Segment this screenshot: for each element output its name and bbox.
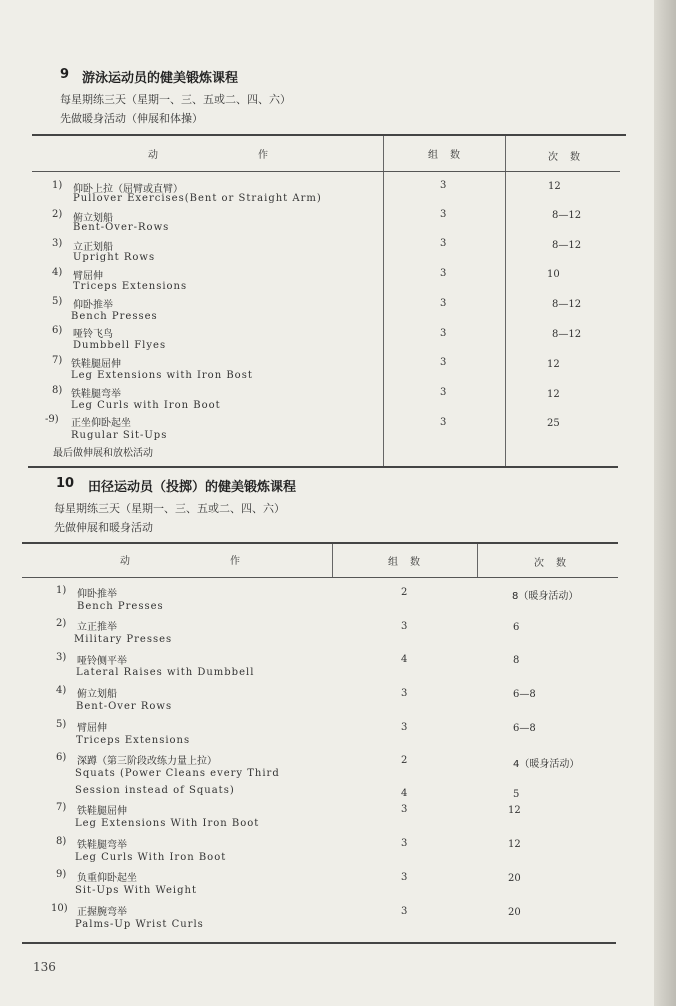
row-number: 8) [52,385,63,396]
sets-value: 3 [401,838,408,849]
page-edge [654,0,676,1006]
reps-value-alt: 5 [513,789,520,800]
reps-value: 25 [547,418,560,429]
reps-value: 8—12 [552,299,582,310]
exercise-cn: 仰卧上拉（屈臂或直臂） [73,184,183,195]
exercise-en: Pullover Exercises(Bent or Straight Arm) [73,193,322,204]
row-number: 1) [52,180,63,191]
reps-value: 8—12 [552,210,582,221]
section9-footer-note: 最后做伸展和放松活动 [53,448,153,459]
exercise-cn: 铁鞋腿弯举 [77,840,127,851]
section10-col-divider-1 [332,544,333,577]
sets-value: 3 [401,906,408,917]
sets-value: 3 [440,387,447,398]
row-number: 10) [51,903,68,914]
section10-title: 田径运动员（投掷）的健美锻炼课程 [88,480,297,495]
section10-header-action-1: 动 [120,556,131,567]
exercise-en: Lateral Raises with Dumbbell [76,667,255,678]
exercise-cn: 负重仰卧起坐 [77,873,137,884]
section9-header-reps: 次 数 [548,152,581,163]
section10-col-divider-2 [477,544,478,577]
reps-value: 12 [547,389,560,400]
exercise-en: Bent-Over Rows [76,701,173,712]
section9-header-sets: 组 数 [428,150,461,161]
sets-value: 3 [440,180,447,191]
row-number: 6) [52,325,63,336]
section10-header-rule [22,577,618,578]
exercise-en: Bench Presses [71,311,158,322]
exercise-cn: 哑铃侧平举 [77,656,127,667]
section9-title: 游泳运动员的健美锻炼课程 [82,71,239,86]
sets-value-alt: 4 [401,788,408,799]
exercise-cn: 仰卧推举 [73,300,113,311]
exercise-en: Dumbbell Flyes [73,340,167,351]
sets-value: 4 [401,654,408,665]
row-number: 6) [56,752,67,763]
sets-value: 3 [440,238,447,249]
exercise-cn: 臂屈伸 [73,271,103,282]
section9-header-action-2: 作 [258,150,269,161]
exercise-en: Bench Presses [77,601,164,612]
exercise-en: Squats (Power Cleans every Third [75,768,280,779]
row-number: 7) [52,355,63,366]
sets-value: 3 [440,298,447,309]
reps-value: 6 [513,622,520,633]
reps-value: 12 [548,181,561,192]
section9-table-top-rule [32,134,626,136]
exercise-cn: 哑铃飞鸟 [73,329,113,340]
row-number: 9) [56,869,67,880]
sets-value: 3 [440,417,447,428]
exercise-en: Triceps Extensions [76,735,191,746]
exercise-cn: 正坐仰卧起坐 [71,418,131,429]
exercise-cn: 深蹲（第三阶段改练力量上拉） [77,756,217,767]
reps-value: 8—12 [552,240,582,251]
row-number: 4) [52,267,63,278]
reps-value: 12 [508,839,521,850]
sets-value: 3 [401,804,408,815]
sets-value: 3 [440,268,447,279]
sets-value: 3 [440,328,447,339]
row-number: 3) [52,238,63,249]
sets-value: 3 [440,357,447,368]
section10-number: 10 [56,476,75,491]
reps-value: 12 [547,359,560,370]
reps-value: 4（暖身活动） [513,759,580,770]
exercise-cn: 臂屈伸 [77,723,107,734]
section10-table-top-rule [22,542,618,544]
row-number: 2) [52,209,63,220]
exercise-cn: 立正推举 [77,622,117,633]
exercise-en-continued: Session instead of Squats) [75,785,235,796]
section10-table-bottom-rule [22,942,616,944]
exercise-cn: 正握腕弯举 [77,907,127,918]
row-number: 8) [56,836,67,847]
row-number: 1) [56,585,67,596]
exercise-en: Sit-Ups With Weight [75,885,197,896]
section9-col-divider-1 [383,136,384,466]
exercise-cn: 仰卧推举 [77,589,117,600]
section10-header-sets: 组 数 [388,557,421,568]
exercise-en: Rugular Sit-Ups [71,430,168,441]
exercise-cn: 铁鞋腿屈伸 [71,359,121,370]
exercise-en: Leg Extensions With Iron Boot [75,818,260,829]
sets-value: 3 [401,621,408,632]
sets-value: 2 [401,755,408,766]
reps-value: 6—8 [513,723,536,734]
reps-value: 10 [547,269,560,280]
row-number: 4) [56,685,67,696]
reps-value: 20 [508,907,521,918]
exercise-cn: 铁鞋腿屈伸 [77,806,127,817]
reps-value: 8 [513,655,520,666]
exercise-en: Leg Extensions with Iron Bost [71,370,253,381]
section10-header-reps: 次 数 [534,558,567,569]
section9-warmup: 先做暖身活动（伸展和体操） [60,112,203,125]
section9-number: 9 [60,67,70,82]
row-number: 5) [52,296,63,307]
exercise-en: Bent-Over-Rows [73,222,170,233]
section10-schedule: 每星期练三天（星期一、三、五或二、四、六） [54,502,285,515]
reps-value: 8—12 [552,329,582,340]
sets-value: 3 [401,688,408,699]
exercise-en: Military Presses [74,634,173,645]
row-number: 3) [56,652,67,663]
reps-value: 12 [508,805,521,816]
section9-col-divider-2 [505,136,506,466]
exercise-en: Leg Curls With Iron Boot [75,852,227,863]
row-number: 7) [56,802,67,813]
exercise-cn: 俯立划船 [73,213,113,224]
section9-table-bottom-rule [28,466,618,468]
reps-value: 20 [508,873,521,884]
section9-schedule: 每星期练三天（星期一、三、五或二、四、六） [60,93,291,106]
sets-value: 2 [401,587,408,598]
sets-value: 3 [401,872,408,883]
row-number: 5) [56,719,67,730]
exercise-cn: 铁鞋腿弯举 [71,389,121,400]
exercise-en: Leg Curls with Iron Boot [71,400,221,411]
exercise-en: Palms-Up Wrist Curls [75,919,204,930]
exercise-en: Upright Rows [73,252,156,263]
section9-header-rule [32,171,620,172]
reps-value: 8（暖身活动） [512,591,579,602]
section10-header-action-2: 作 [230,556,241,567]
section9-header-action-1: 动 [148,150,159,161]
page-number: 136 [33,960,56,974]
row-number: 2) [56,618,67,629]
sets-value: 3 [440,209,447,220]
row-number: -9) [45,414,59,425]
exercise-cn: 立正划船 [73,242,113,253]
exercise-cn: 俯立划船 [77,689,117,700]
sets-value: 3 [401,722,408,733]
section10-warmup: 先做伸展和暖身活动 [54,521,153,534]
exercise-en: Triceps Extensions [73,281,188,292]
reps-value: 6—8 [513,689,536,700]
